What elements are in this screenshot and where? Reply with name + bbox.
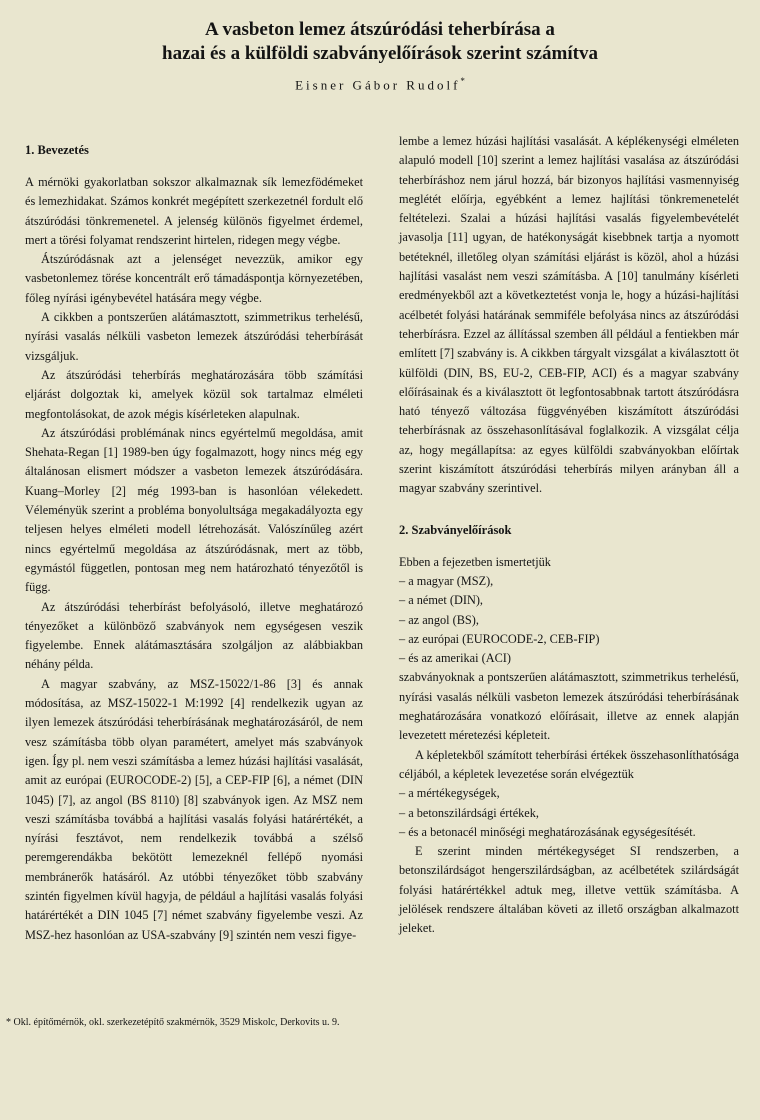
paragraph: lembe a lemez húzási hajlítási vasalását. A képlékenységi elméleten alapuló modell [10] szerint a lemez hajlítási vasalása az átszúródási teherbíráshoz nem járul hozzá, bár bizonyos hajlítási vasmennyiség meglétét előírja, egyébként a lemez hajlítási tönkremenetelét feltételezi. Szalai a húzási hajlítási vasalás figyelembevételét javasolja [11] ugyan, de hatékonyságát kisebbnek tartja a nyomott betéteknél, illetőleg olyan számítási eljárást is közöl, ahol a húzási hajlítási vasalást nem veszi számításba. A [10] tanulmány kísérleti eredményekből azt a következtetést vonja le, hogy a húzási-hajlítási acélbetét folyási határának semmiféle befolyása nincs az átszúródási teherbírásra. Ezzel az állítással szemben áll például a fentiekben már említett [7] szabvány is. A cikkben tárgyalt vizsgálat a kiválasztott öt külföldi (DIN, BS, EU-2, CEB-FIP, ACI) és a magyar szabvány előírásainak és a kiválasztott öt legfontosabbnak tartott átszúródásra ható tényező változása függvényében kiszámított átszúródási teherbírásnak az összehasonlításával foglalkozik. A vizsgálat célja az, hogy megállapítsa: az egyes külföldi szabványokban előírtak szerint kiszámított átszúródási teherbírás milyen arányban áll a magyar szabvány szerintivel. (399, 134, 739, 496)
paragraph: A képletekből számított teherbírási értékek összehasonlíthatósága céljából, a képletek levezetése során elvégeztük (399, 747, 739, 781)
paragraph: Az átszúródási teherbírást befolyásoló, illetve meghatározó tényezőket a különböző szabványok nem egységesen veszik figyelembe. Ennek alátámasztására szolgáljon az alábbiakban néhány példa. (25, 599, 363, 672)
author-name: Eisner Gábor Rudolf (295, 77, 461, 93)
list-item: – a betonszilárdsági értékek, (399, 805, 539, 820)
left-column (25, 132, 363, 945)
author-footnote-mark: * (460, 76, 465, 86)
unification-list (399, 784, 739, 842)
list-item: – az angol (BS), (399, 612, 479, 627)
paragraph: szabványoknak a pontszerűen alátámasztott, szimmetrikus terhelésű, nyírási vasalás nélküli vasbeton lemezek átszúródási teherbírásának meghatározására vonatkozó előírásait, illetve az ennek alapján levezetett méretezési képleteit. (399, 670, 739, 743)
paragraph: Átszúródásnak azt a jelenséget nevezzük, amikor egy vasbetonlemez törése koncentrált erő támadáspontja környezetében, főleg nyírási igénybevétel hatására megy végbe. (25, 252, 363, 305)
article-title (0, 18, 760, 66)
list-item: – az európai (EUROCODE-2, CEB-FIP) (399, 631, 600, 646)
section-2-intro: Ebben a fejezetben ismertetjük (399, 554, 551, 569)
title-line-1: A vasbeton lemez átszúródási teherbírása a (205, 19, 555, 40)
list-item: – a német (DIN), (399, 593, 483, 608)
list-item: – és az amerikai (ACI) (399, 651, 511, 666)
paragraph: Az átszúródási teherbírás meghatározására több számítási eljárást dolgoztak ki, amelyek közül sok tartalmaz elméleti megfontolásokat, de azok mégis kísérleteken alapulnak. (25, 367, 363, 421)
title-line-2: hazai és a külföldi szabványelőírások szerint számítva (162, 43, 598, 64)
list-item: – a mértékegységek, (399, 786, 500, 801)
author-line (0, 76, 760, 93)
paragraph: A magyar szabvány, az MSZ-15022/1-86 [3] és annak módosítása, az MSZ-15022-1 M:1992 [4] rendelkezik ugyan az ilyen lemezek átszúródási teherbírásának meghatározásáról, de nem vesz számításba több olyan paramétert, amelyet más szabványok igen. Így pl. nem veszi számításba a lemez húzási hajlítási vasalását, amit az európai (EUROCODE-2) [5], a CEP-FIP [6], a német (DIN 1045) [7], az angol (BS 8110) [8] szabványok igen. Az MSZ nem veszi számításba továbbá a hajlítási vasalás folyási határértékét, a nyírási fesztávot, nem rendelkezik továbbá a szélső peremgerendákba bekötött lemezeknél fellépő nyomási membránerők hatásáról. Az utóbbi tényezőket több szabvány szintén figyelmen kívül hagyja, de például a hajlítási vasalás folyási határértékét a DIN 1045 [7] német szabvány figyelembe veszi. Az MSZ-hez hasonlóan az USA-szabvány [9] szintén nem veszi figye- (25, 676, 363, 942)
paragraph: A mérnöki gyakorlatban sokszor alkalmaznak sík lemezfödémeket és lemezhidakat. Számos konkrét megépített szerkezetnél fordult elő átszúródási tönkremenetel. A jelenség különös figyelmet érdemel, mert a törési folyamat rendszerint hirtelen, ridegen megy végbe. (25, 175, 363, 247)
section-1-heading: 1. Bevezetés (25, 143, 89, 157)
right-column (399, 132, 739, 939)
paragraph: A cikkben a pontszerűen alátámasztott, szimmetrikus terhelésű, nyírási vasalás nélküli vasbeton lemezek átszúródási teherbírását vizsgáljuk. (25, 310, 363, 363)
list-item: – és a betonacél minőségi meghatározásának egységesítését. (399, 824, 696, 839)
paragraph: E szerint minden mértékegységet SI rendszerben, a betonszilárdságot hengerszilárdságban, az acélbetétek szilárdságát folyási határértékkel adtuk meg, illetve vettük számításba. A jelölések rendszere általában követi az illető országban alkalmazott jeleket. (399, 844, 739, 936)
list-item: – a magyar (MSZ), (399, 573, 494, 588)
standards-list (399, 572, 739, 668)
section-2-heading: 2. Szabványelőírások (399, 522, 512, 537)
paragraph: Az átszúródási problémának nincs egyértelmű megoldása, amit Shehata-Regan [1] 1989-ben úgy fogalmazott, hogy nincs még egy általánosan elismert módszer a vasbeton lemezek átszúródására. Kuang–Morley [2] még 1993-ban is hasonlóan vélekedett. Véleményük szerint a probléma bonyolultsága megakadályozta egy teljesen helyes elméleti modell létrehozását. Valószínűleg azért nincs egyértelmű megoldása az átszúródásnak, mert az több, egymástól független, pontosan meg nem határozható tényezőtől is függ. (25, 425, 363, 595)
footnote: * Okl. építőmérnök, okl. szerkezetépítő szakmérnök, 3529 Miskolc, Derkovits u. 9. (6, 1017, 340, 1028)
